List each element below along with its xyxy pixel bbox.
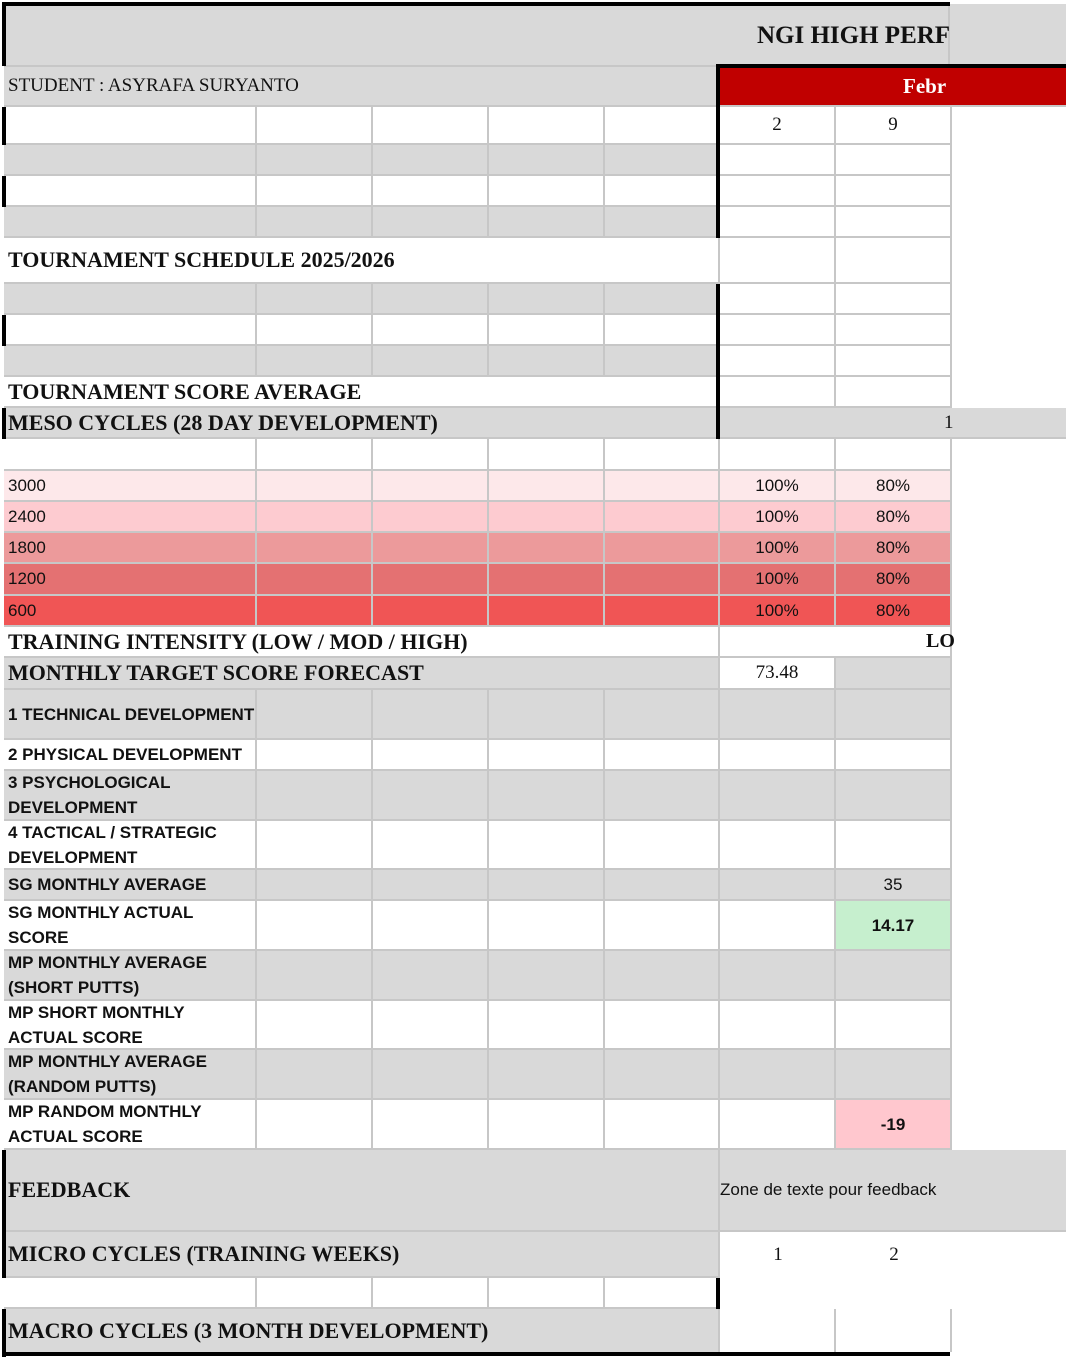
grid-cell[interactable] — [836, 207, 952, 238]
sg-monthly-actual-value[interactable]: 14.17 — [836, 901, 952, 951]
volume-cell[interactable] — [489, 502, 605, 533]
grid-cell[interactable] — [836, 238, 952, 284]
grid-cell[interactable] — [720, 1309, 836, 1352]
volume-cell[interactable] — [257, 596, 373, 627]
grid-cell[interactable] — [489, 1100, 605, 1150]
grid-cell[interactable] — [836, 821, 952, 870]
grid-cell[interactable] — [720, 377, 836, 408]
left-border — [2, 315, 6, 346]
volume-row-label: 600 — [4, 596, 257, 627]
grid-cell[interactable] — [257, 439, 373, 471]
grid-cell[interactable] — [605, 951, 720, 1001]
grid-cell[interactable] — [720, 176, 836, 207]
volume-cell[interactable] — [605, 564, 720, 596]
grid-cell[interactable] — [836, 176, 952, 207]
grid-cell[interactable] — [605, 901, 720, 951]
volume-row-label: 2400 — [4, 502, 257, 533]
tournament-score-average-label: TOURNAMENT SCORE AVERAGE — [4, 377, 720, 408]
grid-cell[interactable] — [257, 207, 373, 238]
grid-cell[interactable] — [605, 1278, 720, 1309]
grid-cell[interactable] — [4, 107, 257, 145]
volume-cell[interactable] — [605, 502, 720, 533]
grid-cell[interactable] — [373, 870, 489, 901]
grid-cell[interactable] — [605, 740, 720, 771]
meso-cycle-value: 1 — [944, 412, 954, 433]
grid-cell[interactable] — [605, 771, 720, 821]
physical-development-label: 2 PHYSICAL DEVELOPMENT — [4, 740, 257, 771]
grid-cell[interactable] — [489, 176, 605, 207]
grid-cell[interactable] — [836, 771, 952, 821]
grid-cell[interactable] — [489, 951, 605, 1001]
volume-cell[interactable] — [373, 471, 489, 502]
grid-cell[interactable] — [836, 1050, 952, 1100]
volume-row-label: 1800 — [4, 533, 257, 564]
volume-cell[interactable] — [489, 471, 605, 502]
grid-cell[interactable] — [605, 821, 720, 870]
grid-cell[interactable] — [489, 315, 605, 346]
grid-cell[interactable] — [836, 346, 952, 377]
grid-cell[interactable] — [257, 107, 373, 145]
volume-week2-value[interactable]: 80% — [836, 502, 952, 533]
grid-cell[interactable] — [489, 771, 605, 821]
grid-cell[interactable] — [605, 439, 720, 471]
grid-cell[interactable] — [373, 771, 489, 821]
grid-cell[interactable] — [720, 740, 836, 771]
grid-cell[interactable] — [373, 207, 489, 238]
grid-cell[interactable] — [373, 145, 489, 176]
grid-cell[interactable] — [257, 951, 373, 1001]
grid-cell[interactable] — [257, 740, 373, 771]
grid-cell[interactable] — [836, 1309, 952, 1352]
grid-cell[interactable] — [605, 870, 720, 901]
grid-cell[interactable] — [373, 1100, 489, 1150]
grid-cell[interactable] — [373, 284, 489, 315]
grid-cell[interactable] — [257, 315, 373, 346]
sg-monthly-average-label: SG MONTHLY AVERAGE — [4, 870, 257, 901]
grid-cell[interactable] — [489, 1001, 605, 1050]
grid-cell[interactable] — [373, 1001, 489, 1050]
grid-cell[interactable] — [373, 690, 489, 740]
month-divider-top — [716, 64, 1066, 68]
training-intensity-label: TRAINING INTENSITY (LOW / MOD / HIGH) — [4, 627, 720, 658]
left-border — [2, 107, 6, 145]
grid-row[interactable] — [4, 1278, 257, 1309]
week-date-2[interactable]: 9 — [836, 107, 952, 145]
month-divider — [716, 1278, 720, 1309]
grid-cell[interactable] — [720, 145, 836, 176]
meso-cycles-label: MESO CYCLES (28 DAY DEVELOPMENT) — [4, 408, 720, 439]
grid-cell[interactable] — [836, 145, 952, 176]
grid-cell[interactable] — [720, 1001, 836, 1050]
volume-row-label: 1200 — [4, 564, 257, 596]
month-divider — [716, 284, 720, 439]
volume-week1-value[interactable]: 100% — [720, 502, 836, 533]
grid-cell[interactable] — [257, 1278, 373, 1309]
mp-random-average-label: MP MONTHLY AVERAGE (RANDOM PUTTS) — [4, 1050, 257, 1100]
grid-cell[interactable] — [489, 901, 605, 951]
grid-cell[interactable] — [257, 1001, 373, 1050]
technical-development-label: 1 TECHNICAL DEVELOPMENT — [4, 690, 257, 740]
training-intensity-value: LO — [926, 630, 955, 652]
grid-cell[interactable] — [489, 1278, 605, 1309]
volume-cell[interactable] — [373, 502, 489, 533]
grid-cell[interactable] — [373, 1050, 489, 1100]
volume-cell[interactable] — [257, 471, 373, 502]
month-divider — [716, 64, 720, 238]
grid-cell[interactable] — [605, 207, 720, 238]
grid-cell[interactable] — [373, 951, 489, 1001]
volume-cell[interactable] — [373, 596, 489, 627]
grid-row[interactable] — [4, 346, 257, 377]
grid-cell[interactable] — [489, 1050, 605, 1100]
volume-cell[interactable] — [489, 564, 605, 596]
grid-cell[interactable] — [720, 1100, 836, 1150]
grid-cell[interactable] — [836, 951, 952, 1001]
sg-monthly-average-value[interactable]: 35 — [836, 870, 952, 901]
grid-cell[interactable] — [257, 821, 373, 870]
volume-cell[interactable] — [605, 471, 720, 502]
grid-cell[interactable] — [489, 740, 605, 771]
tactical-development-label: 4 TACTICAL / STRATEGIC DEVELOPMENT — [4, 821, 257, 870]
grid-cell[interactable] — [373, 821, 489, 870]
grid-cell[interactable] — [489, 439, 605, 471]
grid-cell[interactable] — [605, 315, 720, 346]
mp-short-actual-label: MP SHORT MONTHLY ACTUAL SCORE — [4, 1001, 257, 1050]
grid-cell[interactable] — [605, 690, 720, 740]
tournament-schedule-label: TOURNAMENT SCHEDULE 2025/2026 — [4, 238, 720, 284]
volume-week2-value[interactable]: 80% — [836, 564, 952, 596]
grid-cell[interactable] — [720, 1050, 836, 1100]
grid-cell[interactable] — [720, 901, 836, 951]
left-border — [2, 2, 6, 66]
grid-cell[interactable] — [257, 346, 373, 377]
grid-cell[interactable] — [489, 284, 605, 315]
grid-cell[interactable] — [605, 145, 720, 176]
volume-week1-value[interactable]: 100% — [720, 533, 836, 564]
volume-cell[interactable] — [489, 596, 605, 627]
grid-cell[interactable] — [489, 346, 605, 377]
volume-cell[interactable] — [257, 533, 373, 564]
grid-cell[interactable] — [373, 439, 489, 471]
grid-cell[interactable] — [836, 284, 952, 315]
volume-cell[interactable] — [257, 502, 373, 533]
grid-cell[interactable] — [373, 107, 489, 145]
grid-cell[interactable] — [489, 690, 605, 740]
left-border — [2, 176, 6, 207]
volume-cell[interactable] — [489, 533, 605, 564]
monthly-target-label: MONTHLY TARGET SCORE FORECAST — [4, 658, 720, 690]
grid-cell[interactable] — [489, 870, 605, 901]
grid-cell[interactable] — [257, 901, 373, 951]
sg-monthly-actual-label: SG MONTHLY ACTUAL SCORE — [4, 901, 257, 951]
mp-random-actual-label: MP RANDOM MONTHLY ACTUAL SCORE — [4, 1100, 257, 1150]
volume-cell[interactable] — [257, 564, 373, 596]
month-header[interactable] — [720, 67, 1066, 107]
grid-cell[interactable] — [373, 346, 489, 377]
grid-cell[interactable] — [720, 870, 836, 901]
volume-week2-value[interactable]: 80% — [836, 533, 952, 564]
grid-cell[interactable] — [257, 176, 373, 207]
grid-cell[interactable] — [720, 951, 836, 1001]
grid-cell[interactable] — [605, 346, 720, 377]
grid-cell[interactable] — [720, 346, 836, 377]
grid-row[interactable] — [4, 315, 257, 346]
volume-cell[interactable] — [373, 564, 489, 596]
grid-cell[interactable] — [720, 315, 836, 346]
mp-random-actual-value[interactable]: -19 — [836, 1100, 952, 1150]
grid-cell[interactable] — [720, 439, 836, 471]
grid-cell[interactable] — [605, 1001, 720, 1050]
volume-cell[interactable] — [605, 596, 720, 627]
grid-cell[interactable] — [720, 238, 836, 284]
grid-cell[interactable] — [605, 1100, 720, 1150]
grid-cell[interactable] — [605, 1050, 720, 1100]
student-name[interactable]: STUDENT : ASYRAFA SURYANTO — [4, 67, 720, 107]
week-date-1[interactable]: 2 — [720, 107, 836, 145]
month-label: Febr — [903, 74, 947, 98]
grid-cell[interactable] — [836, 740, 952, 771]
page-title: NGI HIGH PERF — [757, 21, 951, 49]
left-border — [2, 408, 6, 439]
grid-cell[interactable] — [489, 145, 605, 176]
grid-row[interactable] — [4, 176, 257, 207]
grid-cell[interactable] — [605, 176, 720, 207]
meso-cycle-cell[interactable] — [720, 408, 1066, 439]
micro-cycles-label: MICRO CYCLES (TRAINING WEEKS) — [4, 1232, 720, 1278]
training-intensity-cell[interactable] — [720, 627, 955, 658]
volume-week1-value[interactable]: 100% — [720, 471, 836, 502]
volume-row-label: 3000 — [4, 471, 257, 502]
grid-cell[interactable] — [257, 145, 373, 176]
title-overflow-cell — [950, 4, 1066, 67]
grid-cell[interactable] — [257, 870, 373, 901]
volume-cell[interactable] — [373, 533, 489, 564]
grid-row[interactable] — [4, 439, 257, 471]
grid-cell[interactable] — [605, 284, 720, 315]
grid-cell[interactable] — [836, 377, 952, 408]
feedback-textbox[interactable] — [720, 1150, 1066, 1232]
micro-week-2[interactable]: 2 — [836, 1232, 952, 1278]
grid-cell[interactable] — [720, 821, 836, 870]
left-border — [2, 1309, 6, 1357]
volume-week1-value[interactable]: 100% — [720, 564, 836, 596]
grid-cell[interactable] — [836, 690, 952, 740]
volume-cell[interactable] — [605, 533, 720, 564]
grid-cell[interactable] — [605, 107, 720, 145]
grid-cell[interactable] — [257, 1100, 373, 1150]
grid-row[interactable] — [4, 207, 257, 238]
grid-cell[interactable] — [836, 658, 952, 690]
volume-week1-value[interactable]: 100% — [720, 596, 836, 627]
volume-week2-value[interactable]: 80% — [836, 471, 952, 502]
grid-cell[interactable] — [720, 690, 836, 740]
grid-cell[interactable] — [720, 207, 836, 238]
grid-cell[interactable] — [489, 821, 605, 870]
grid-cell[interactable] — [373, 901, 489, 951]
grid-cell[interactable] — [373, 315, 489, 346]
grid-cell[interactable] — [373, 740, 489, 771]
mp-short-average-label: MP MONTHLY AVERAGE (SHORT PUTTS) — [4, 951, 257, 1001]
grid-cell[interactable] — [836, 439, 952, 471]
grid-cell[interactable] — [836, 1001, 952, 1050]
micro-week-1[interactable]: 1 — [720, 1232, 836, 1278]
grid-cell[interactable] — [257, 771, 373, 821]
grid-cell[interactable] — [373, 1278, 489, 1309]
top-border — [2, 2, 950, 6]
grid-cell[interactable] — [257, 690, 373, 740]
grid-cell[interactable] — [720, 771, 836, 821]
feedback-label: FEEDBACK — [4, 1150, 720, 1232]
psychological-development-label: 3 PSYCHOLOGICAL DEVELOPMENT — [4, 771, 257, 821]
macro-cycles-label: MACRO CYCLES (3 MONTH DEVELOPMENT) — [4, 1309, 720, 1352]
monthly-target-value[interactable]: 73.48 — [720, 658, 836, 690]
grid-cell[interactable] — [720, 284, 836, 315]
bottom-border — [2, 1352, 950, 1356]
grid-cell[interactable] — [836, 315, 952, 346]
grid-row[interactable] — [4, 284, 257, 315]
grid-cell[interactable] — [257, 1050, 373, 1100]
volume-week2-value[interactable]: 80% — [836, 596, 952, 627]
grid-row[interactable] — [4, 145, 257, 176]
grid-cell[interactable] — [257, 284, 373, 315]
grid-cell[interactable] — [489, 107, 605, 145]
feedback-text: Zone de texte pour feedback — [720, 1180, 937, 1199]
grid-cell[interactable] — [373, 176, 489, 207]
left-border — [2, 1150, 6, 1278]
grid-cell[interactable] — [489, 207, 605, 238]
